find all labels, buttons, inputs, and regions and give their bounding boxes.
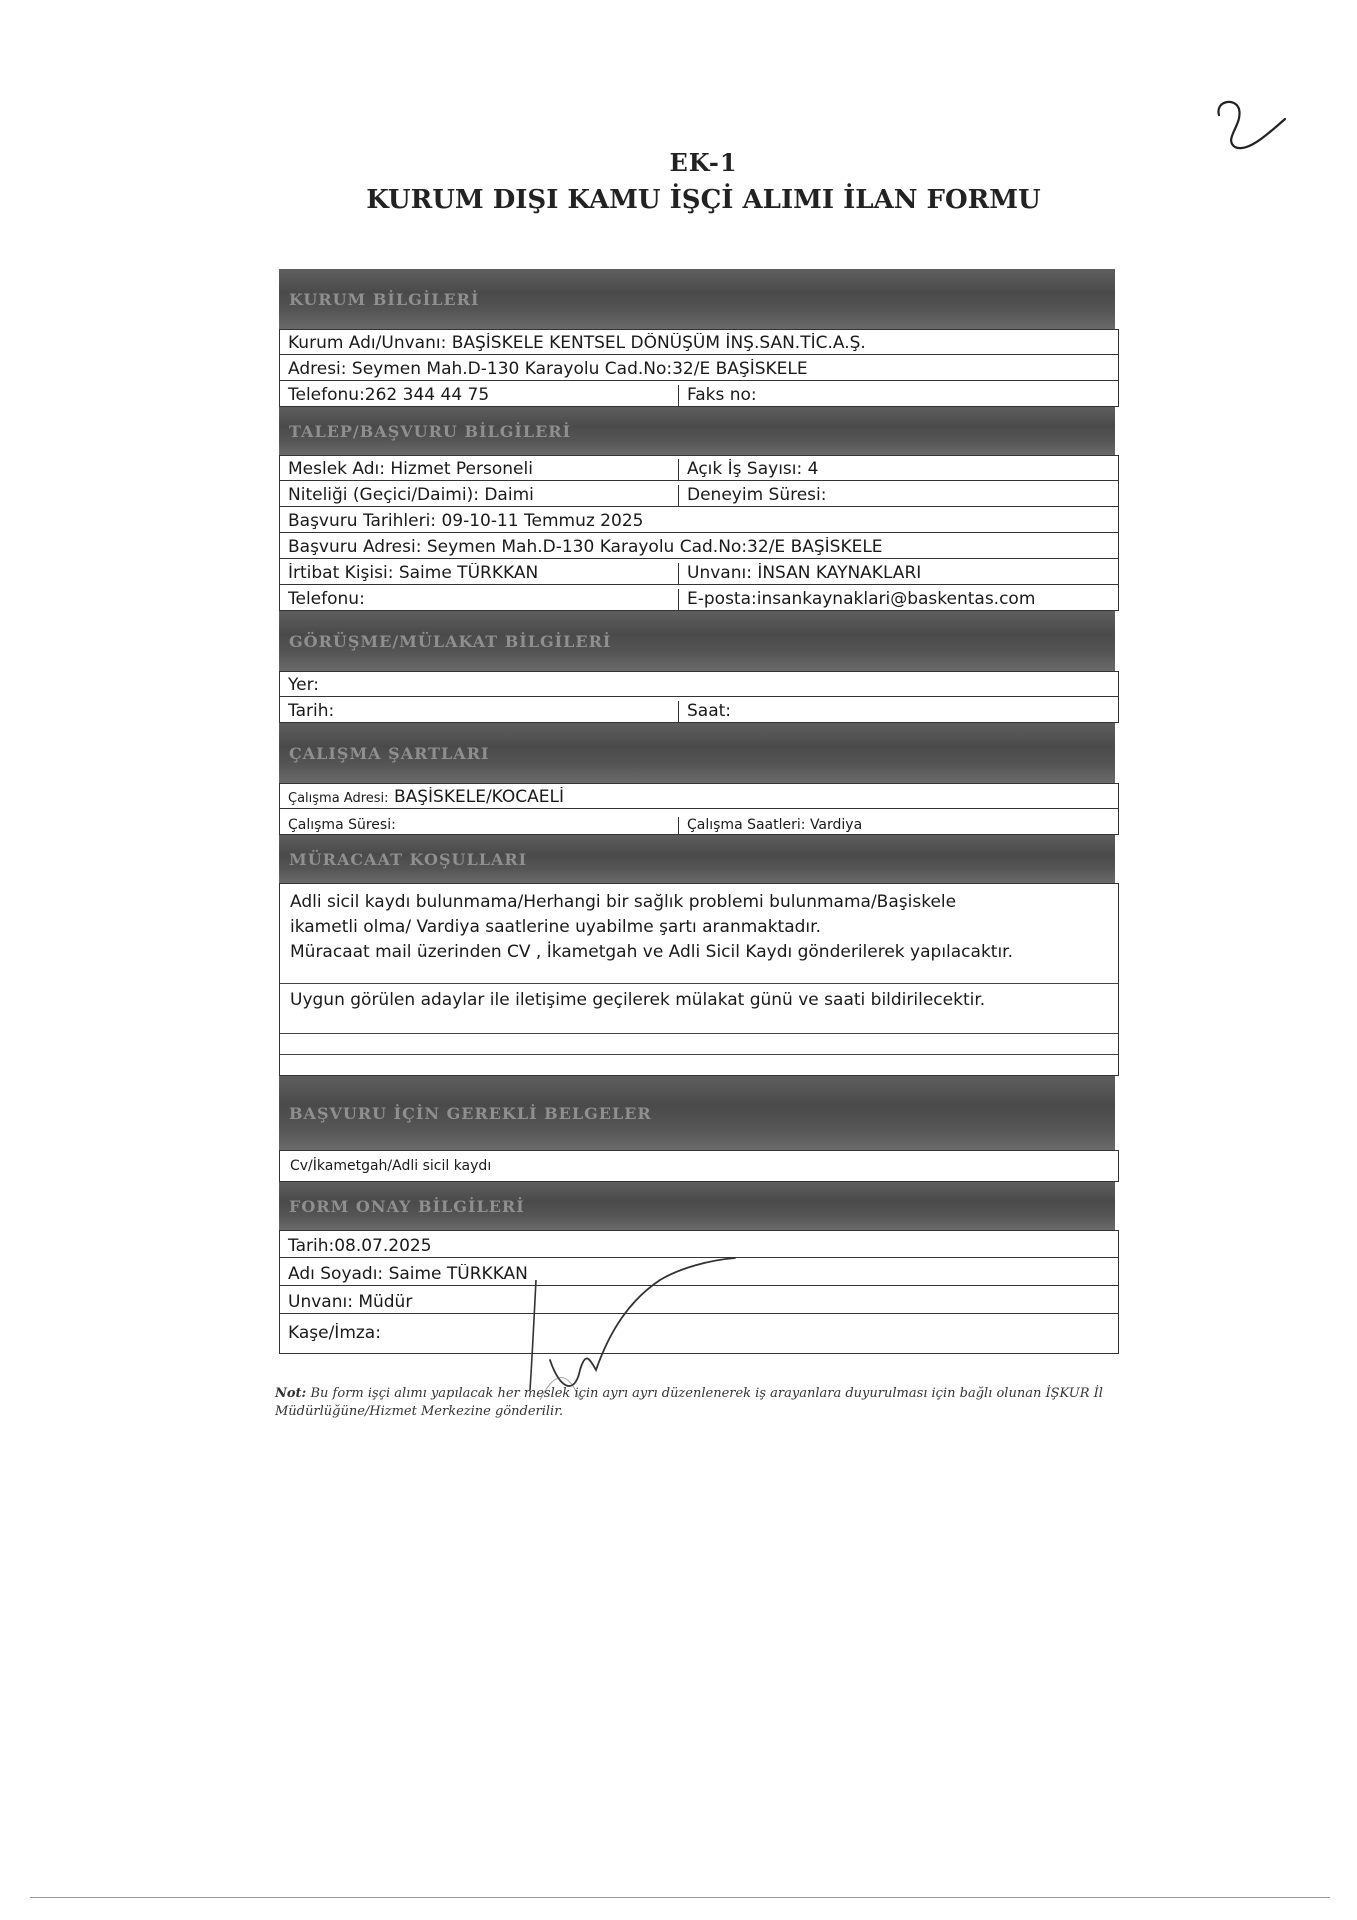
kurum-address: Adresi: Seymen Mah.D-130 Karayolu Cad.No:32/E BAŞİSKELE (288, 359, 808, 379)
kurum-phone-row (279, 381, 1119, 407)
deneyim-suresi: Deneyim Süresi: (678, 485, 1118, 506)
section-calisma-header: ÇALIŞMA ŞARTLARI (279, 723, 1115, 783)
kurum-fax: Faks no: (678, 385, 1118, 406)
calisma-suresi: Çalışma Süresi: (288, 817, 396, 833)
job-posting-form (279, 269, 1119, 1354)
meslek-adi: Meslek Adı: Hizmet Personeli (288, 459, 533, 479)
muracaat-line-4: Uygun görülen adaylar ile iletişime geçilerek mülakat günü ve saati bildirilecektir. (280, 983, 1118, 1013)
handwritten-signature (520, 1250, 750, 1400)
irtibat-kisisi: İrtibat Kişisi: Saime TÜRKKAN (288, 563, 539, 583)
talep-row-4 (279, 533, 1119, 559)
calisma-row-2 (279, 809, 1119, 835)
calisma-adresi-label: Çalışma Adresi: (288, 791, 389, 806)
onay-unvan: Unvanı: Müdür (288, 1292, 413, 1312)
section-talep-header: TALEP/BAŞVURU BİLGİLERİ (279, 407, 1115, 455)
form-title: KURUM DIŞI KAMU İŞÇİ ALIMI İLAN FORMU (366, 185, 1041, 215)
basvuru-adresi: Başvuru Adresi: Seymen Mah.D-130 Karayolu Cad.No:32/E BAŞİSKELE (288, 537, 883, 557)
muracaat-line-1: Adli sicil kaydı bulunmama/Herhangi bir sağlık problemi bulunmama/Başiskele (290, 892, 957, 912)
talep-row-1 (279, 455, 1119, 481)
talep-row-3 (279, 507, 1119, 533)
irtibat-unvani: Unvanı: İNSAN KAYNAKLARI (678, 563, 1118, 584)
muracaat-line-2: ikametli olma/ Vardiya saatlerine uyabilme şartı aranmaktadır. (290, 917, 821, 937)
scan-edge-line (30, 1897, 1330, 1898)
niteligi: Niteliği (Geçici/Daimi): Daimi (288, 485, 534, 505)
calisma-adresi (280, 787, 572, 808)
muracaat-conditions (279, 883, 1119, 1076)
talep-row-6 (279, 585, 1119, 611)
divider (280, 1034, 1118, 1055)
kurum-address-row (279, 355, 1119, 381)
irtibat-telefonu: Telefonu: (288, 589, 365, 609)
calisma-adresi-value: BAŞİSKELE/KOCAELİ (393, 787, 564, 807)
kurum-phone: Telefonu:262 344 44 75 (288, 385, 490, 405)
gorusme-saat: Saat: (678, 701, 1118, 722)
annex-label: EK-1 (669, 148, 738, 177)
kurum-name: Kurum Adı/Unvanı: BAŞİSKELE KENTSEL DÖNÜŞÜM İNŞ.SAN.TİC.A.Ş. (288, 333, 866, 353)
document-title (0, 148, 1357, 215)
section-kurum-header: KURUM BİLGİLERİ (279, 269, 1115, 329)
gorusme-row-2 (279, 697, 1119, 723)
required-documents: Cv/İkametgah/Adli sicil kaydı (279, 1150, 1119, 1182)
footnote-text: Bu form işçi alımı yapılacak her meslek için ayrı ayrı düzenlenerek iş arayanlara duyurulması için bağlı olunan İŞKUR İl Müdürlüğüne/Hizmet Merkezine gönderilir. (275, 1386, 1103, 1419)
muracaat-line-3: Müracaat mail üzerinden CV , İkametgah ve Adli Sicil Kaydı gönderilerek yapılacaktır. (290, 942, 1014, 962)
section-belgeler-header: BAŞVURU İÇİN GEREKLİ BELGELER (279, 1076, 1115, 1150)
section-muracaat-header: MÜRACAAT KOŞULLARI (279, 835, 1115, 883)
divider (280, 1055, 1118, 1075)
acik-is-sayisi: Açık İş Sayısı: 4 (678, 459, 1118, 480)
calisma-saatleri: Çalışma Saatleri: Vardiya (678, 817, 1118, 834)
basvuru-tarihleri: Başvuru Tarihleri: 09-10-11 Temmuz 2025 (288, 511, 644, 531)
section-onay-header: FORM ONAY BİLGİLERİ (279, 1182, 1115, 1230)
calisma-row-1 (279, 783, 1119, 809)
gorusme-yer: Yer: (288, 675, 320, 695)
kurum-name-row (279, 329, 1119, 355)
talep-row-5 (279, 559, 1119, 585)
footnote-label: Not: (275, 1386, 307, 1401)
talep-row-2 (279, 481, 1119, 507)
gorusme-row-1 (279, 671, 1119, 697)
irtibat-eposta: E-posta:insankaynaklari@baskentas.com (678, 589, 1118, 610)
footnote (275, 1385, 1125, 1421)
gorusme-tarih: Tarih: (288, 701, 335, 721)
onay-kase-imza: Kaşe/İmza: (288, 1323, 381, 1343)
section-gorusme-header: GÖRÜŞME/MÜLAKAT BİLGİLERİ (279, 611, 1115, 671)
onay-adi-soyadi: Adı Soyadı: Saime TÜRKKAN (288, 1264, 528, 1284)
divider (280, 1013, 1118, 1034)
onay-tarih: Tarih:08.07.2025 (288, 1236, 432, 1256)
